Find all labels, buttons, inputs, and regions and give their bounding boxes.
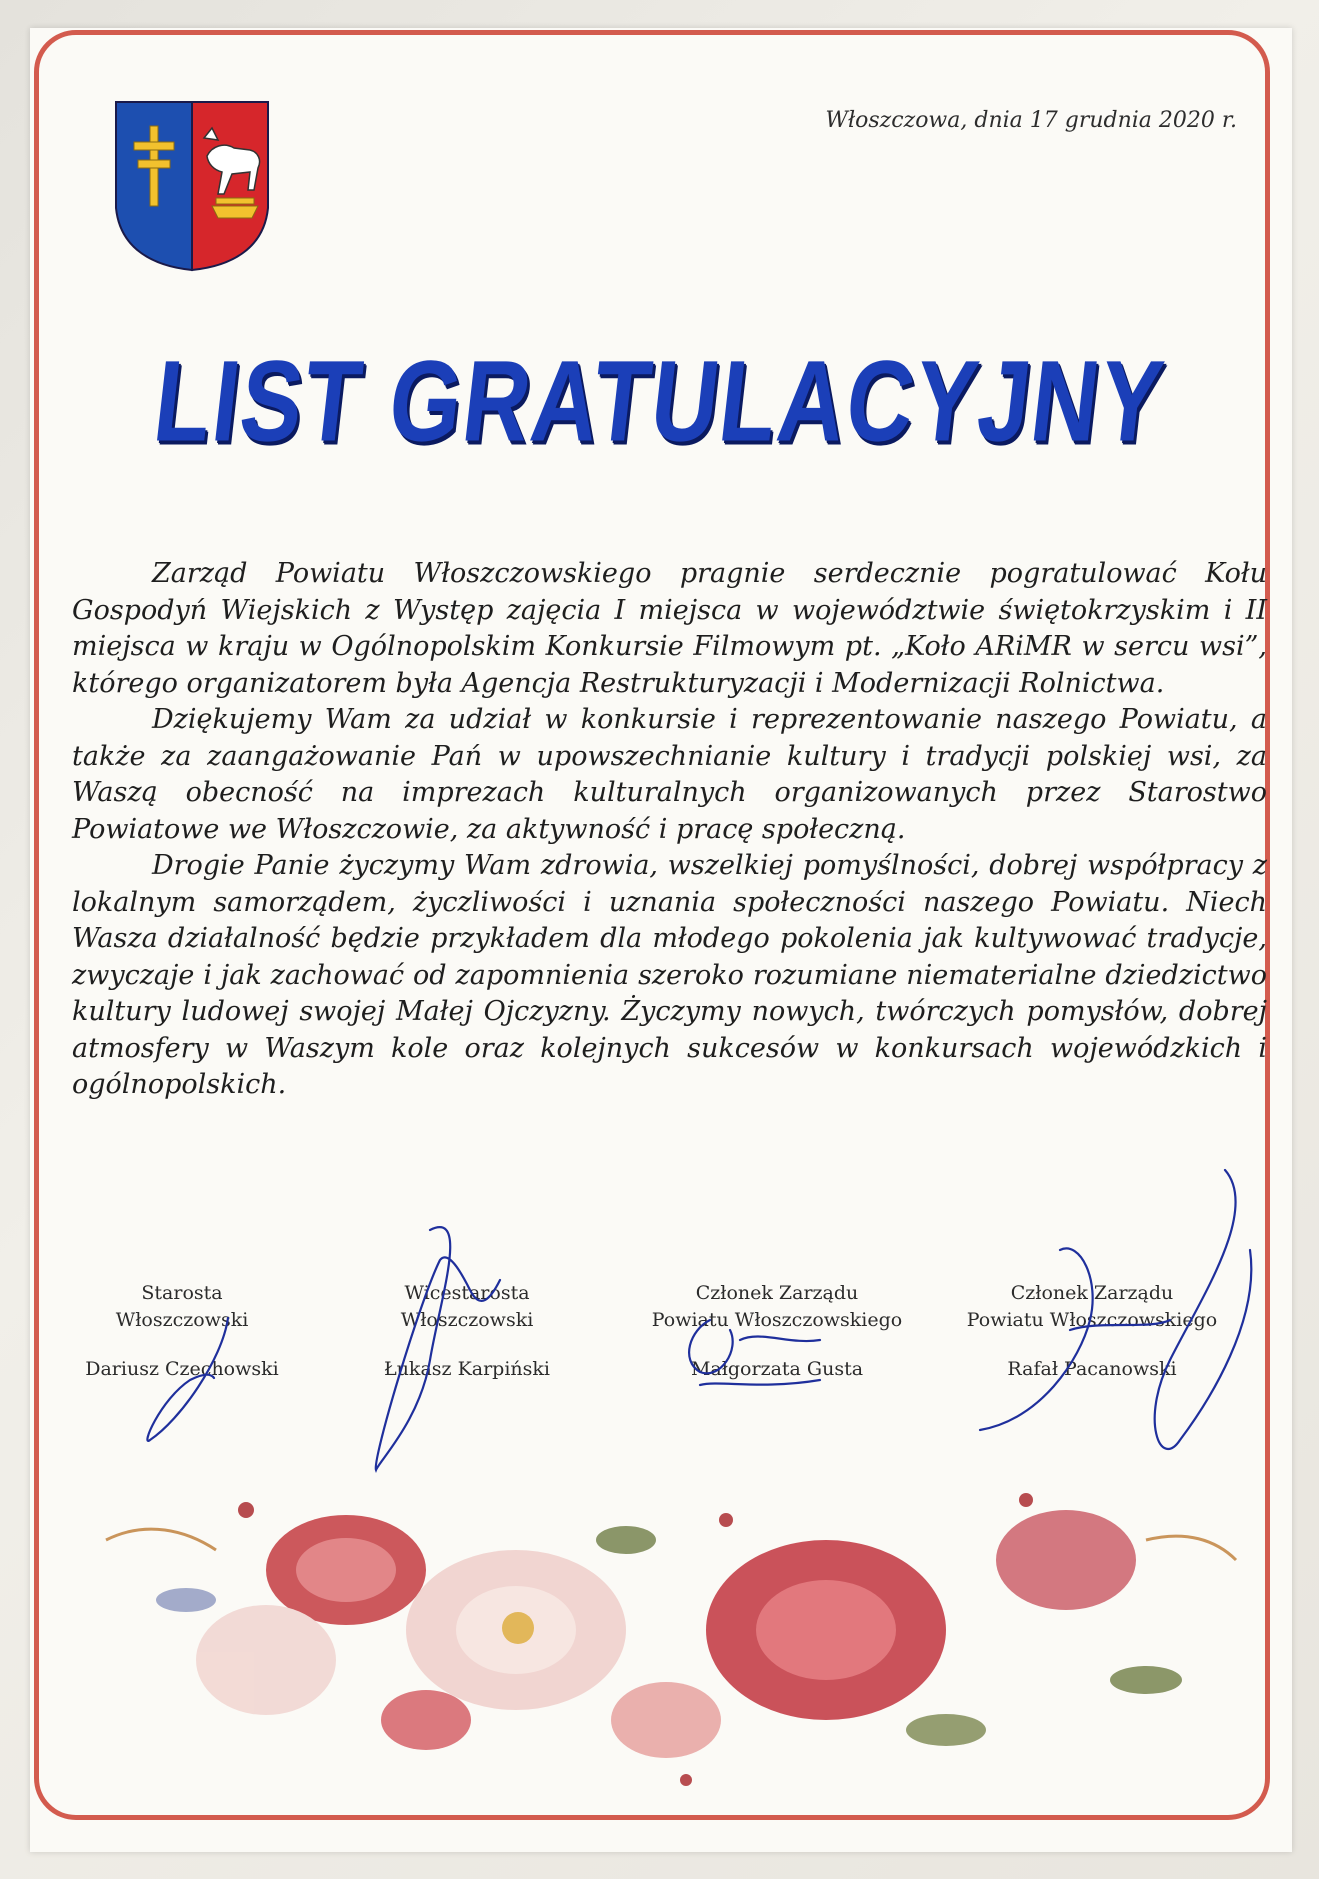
letter-body bbox=[72, 556, 1267, 1104]
signatory-starosta bbox=[82, 1280, 282, 1383]
paragraph-wishes: Drogie Panie życzymy Wam zdrowia, wszelkiej pomyślności, dobrej współpracy z lokalnym samorządem, życzliwości i uznania społeczności naszego Powiatu. Niech Wasza działalność będzie przykładem dla młodego pokolenia jak kultywować tradycje, zwyczaje i jak zachować od zapomnienia szeroko rozumiane niematerialne dziedzictwo kultury ludowej swojej Małej Ojczyzny. Życzymy nowych, twórczych pomysłów, dobrej atmosfery w Waszym kole oraz kolejnych sukcesów w konkursach wojewódzkich i ogólnopolskich. bbox=[72, 850, 1267, 1100]
signatory-role: Członek Zarządu Powiatu Włoszczowskiego bbox=[651, 1282, 903, 1331]
paragraph-congratulations: Zarząd Powiatu Włoszczowskiego pragnie serdecznie pogratulować Kołu Gospodyń Wiejskich z Występ zajęcia I miejsca w województwie świętokrzyskim i II miejsca w kraju w Ogólnopolskim Konkursie Filmowym pt. „Koło ARiMR w sercu wsi”, którego organizatorem była Agencja Restrukturyzacji i Modernizacji Rolnictwa. bbox=[72, 558, 1267, 699]
signatory-name: Małgorzata Gusta bbox=[690, 1358, 864, 1380]
document-title: LIST GRATULACYJNY bbox=[148, 338, 1172, 466]
floral-ornament bbox=[66, 1480, 1246, 1810]
signatory-name: Rafał Pacanowski bbox=[1007, 1358, 1177, 1380]
signatory-role: Członek Zarządu Powiatu Włoszczowskiego bbox=[966, 1282, 1218, 1331]
signatory-name: Łukasz Karpiński bbox=[383, 1358, 550, 1380]
coat-of-arms-icon bbox=[112, 98, 272, 273]
signatory-wicestarosta bbox=[362, 1280, 572, 1383]
paragraph-thanks: Dziękujemy Wam za udział w konkursie i reprezentowanie naszego Powiatu, a także za zaangażowanie Pań w upowszechnianie kultury i tradycji polskiej wsi, za Waszą obecność na imprezach kulturalnych organizowanych przez Starostwo Powiatowe we Włoszczowie, za aktywność i pracę społeczną. bbox=[72, 704, 1267, 845]
signatory-member-1 bbox=[612, 1280, 942, 1383]
signatory-member-2 bbox=[932, 1280, 1252, 1383]
document-date: Włoszczowa, dnia 17 grudnia 2020 r. bbox=[825, 108, 1237, 133]
signatory-name: Dariusz Czechowski bbox=[85, 1358, 279, 1380]
signatory-role: Starosta Włoszczowski bbox=[115, 1282, 249, 1331]
signatory-role: Wicestarosta Włoszczowski bbox=[400, 1282, 534, 1331]
